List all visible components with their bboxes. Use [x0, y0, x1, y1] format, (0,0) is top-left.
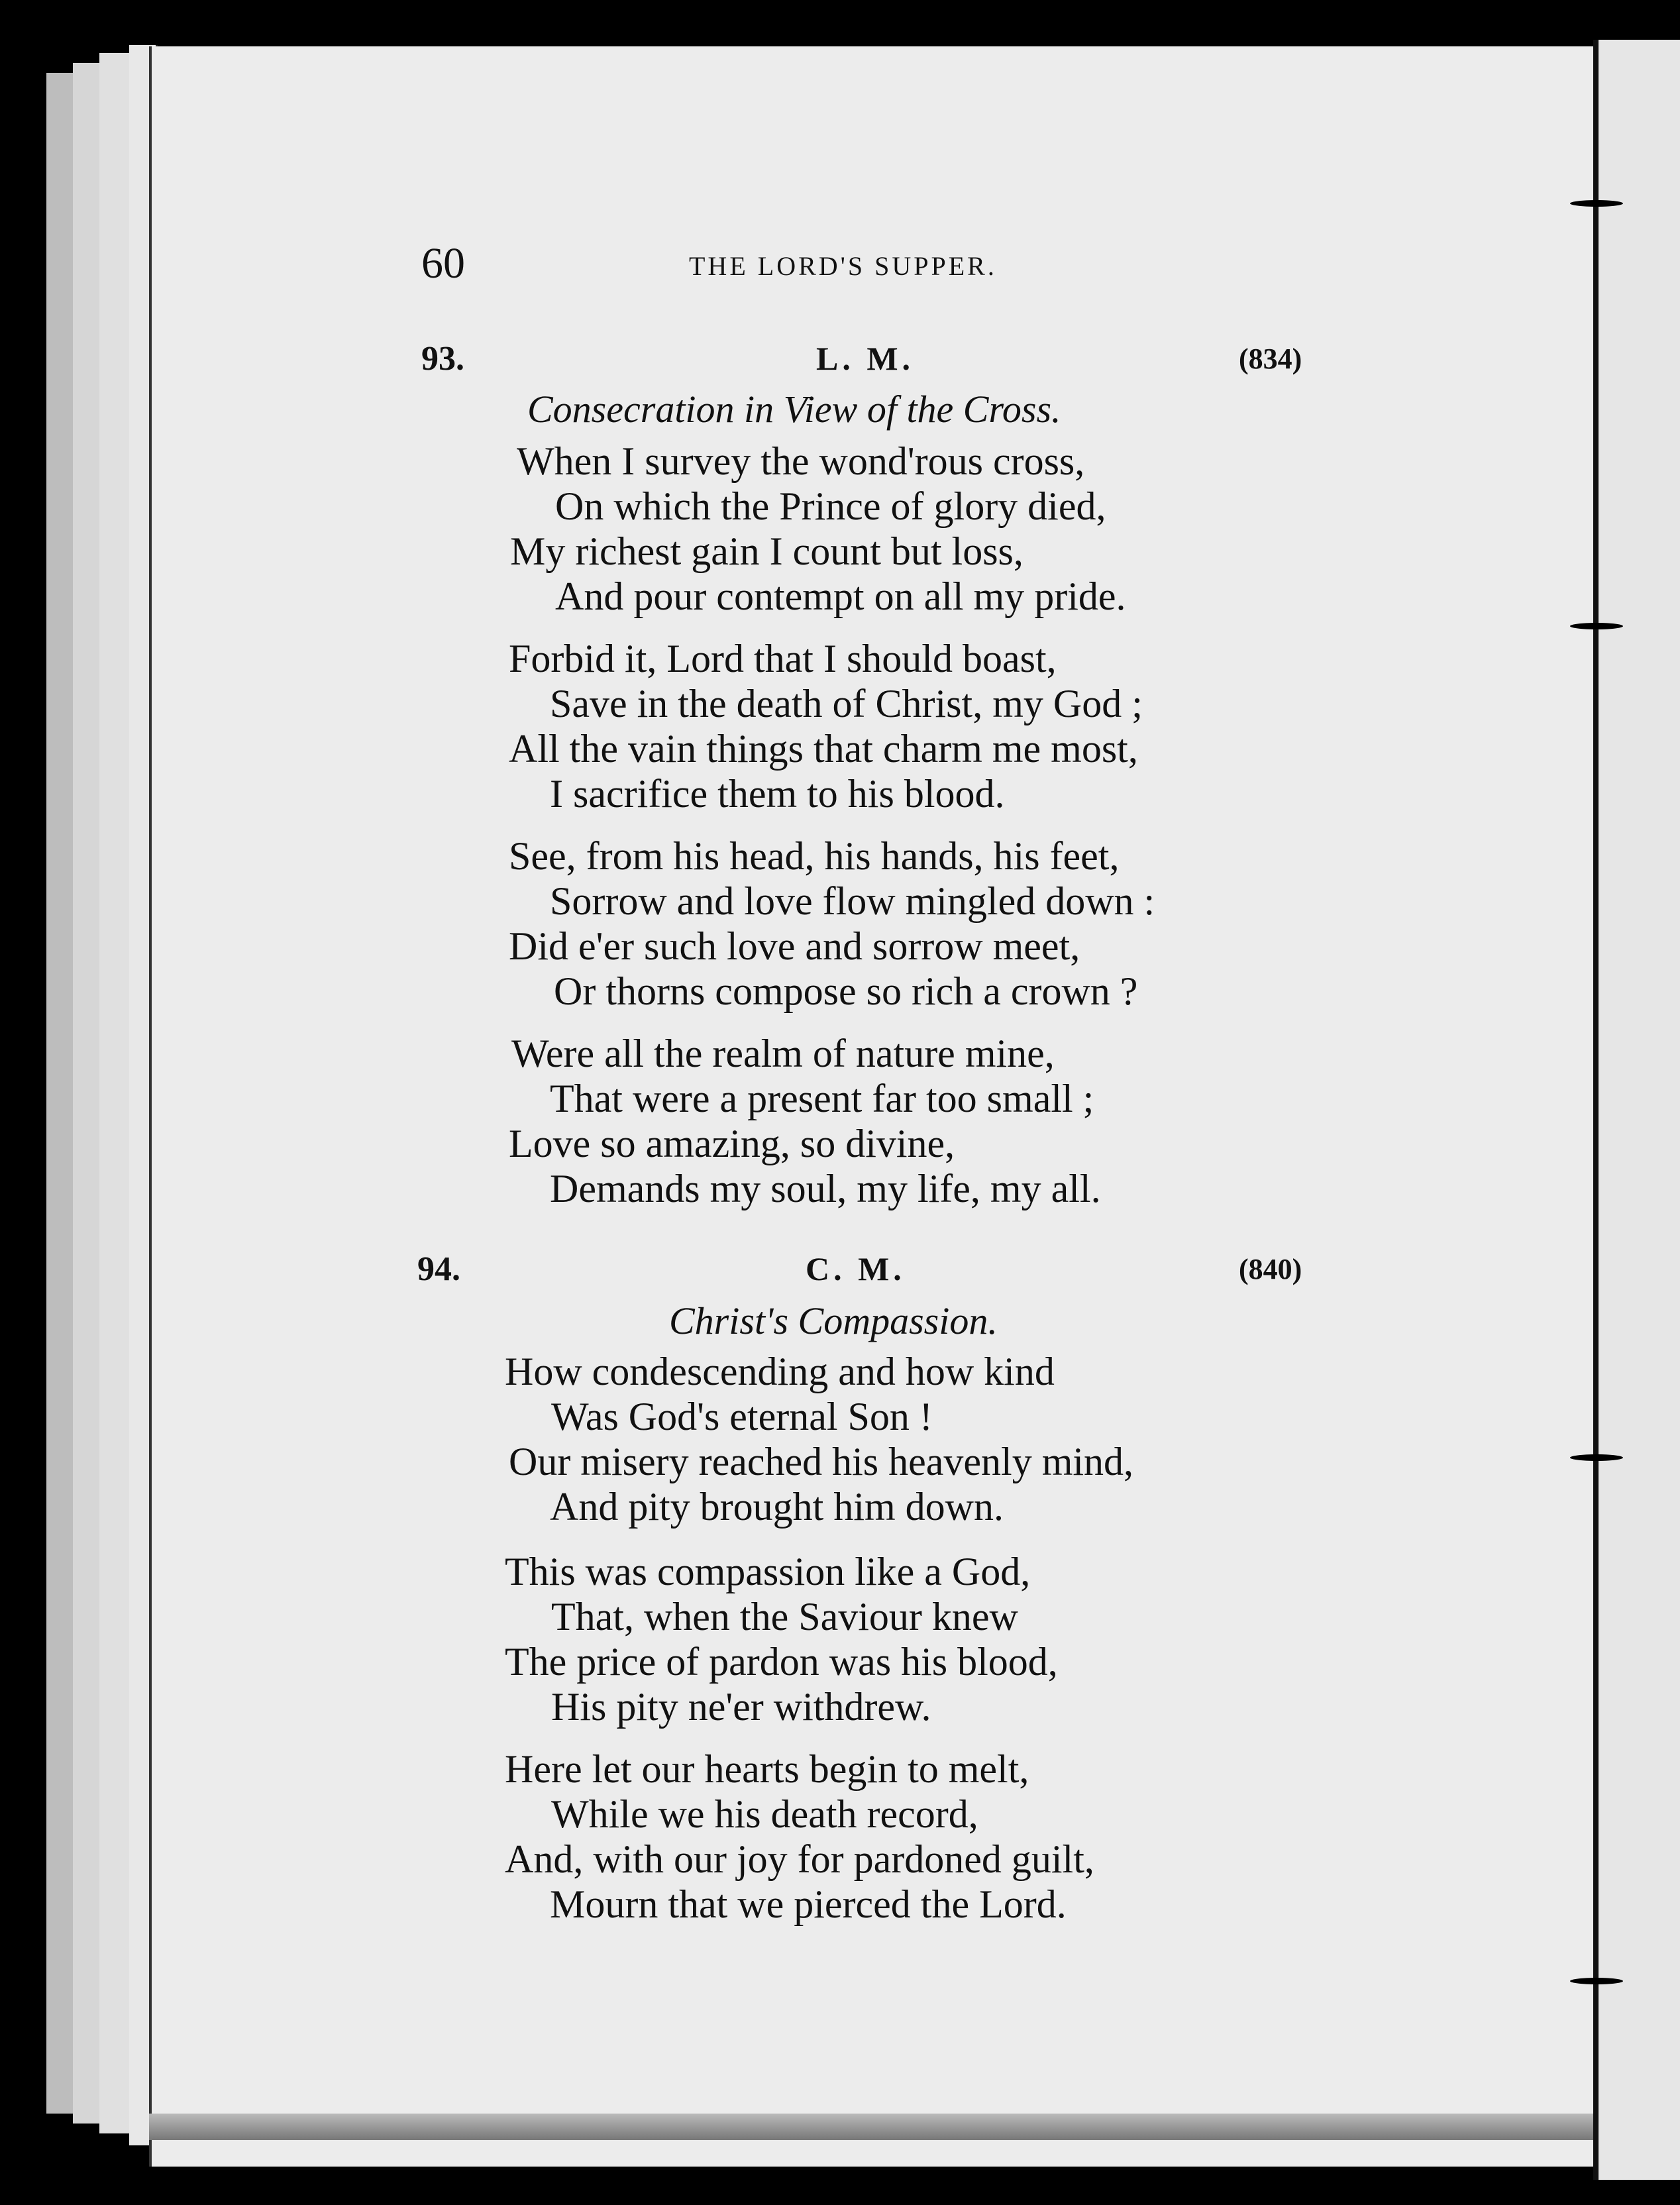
verse-line: Our misery reached his heavenly mind,: [509, 1440, 1134, 1483]
verse-line: And, with our joy for pardoned guilt,: [505, 1837, 1094, 1881]
verse-line: See, from his head, his hands, his feet,: [509, 834, 1120, 878]
verse-line: This was compassion like a God,: [505, 1550, 1031, 1593]
verse-line: All the vain things that charm me most,: [509, 727, 1138, 771]
verse-line: Or thorns compose so rich a crown ?: [554, 969, 1138, 1013]
hymn-number: 94.: [417, 1250, 460, 1288]
hymn-number: 93.: [421, 340, 464, 378]
verse-line: I sacrifice them to his blood.: [550, 772, 1005, 816]
verse-line: Sorrow and love flow mingled down :: [550, 879, 1155, 923]
hymn-meter: C. M.: [806, 1250, 906, 1287]
verse-line: How condescending and how kind: [505, 1350, 1055, 1393]
verse-line: That, when the Saviour knew: [551, 1595, 1018, 1639]
binding-stitch-icon: [1570, 623, 1623, 629]
verse-line: Did e'er such love and sorrow meet,: [509, 924, 1080, 968]
verse-line: On which the Prince of glory died,: [555, 484, 1106, 528]
page-number: 60: [421, 239, 465, 288]
hymn-subtitle: Christ's Compassion.: [669, 1299, 998, 1342]
hymn-meter: L. M.: [816, 340, 915, 377]
verse-line: The price of pardon was his blood,: [505, 1640, 1058, 1684]
hymn-reference: (834): [1239, 343, 1302, 375]
binding-stitch-icon: [1570, 1978, 1623, 1984]
verse-line: Were all the realm of nature mine,: [511, 1032, 1055, 1075]
verse-line: Save in the death of Christ, my God ;: [550, 682, 1143, 726]
verse-line: Forbid it, Lord that I should boast,: [509, 637, 1057, 680]
verse-line: Love so amazing, so divine,: [509, 1122, 955, 1165]
verse-line: My richest gain I count but loss,: [510, 529, 1024, 573]
facing-page-strip: [1593, 40, 1680, 2180]
verse-line: And pity brought him down.: [550, 1485, 1004, 1529]
verse-line: His pity ne'er withdrew.: [551, 1685, 931, 1729]
verse-line: That were a present far too small ;: [550, 1077, 1094, 1120]
binding-stitch-icon: [1570, 1454, 1623, 1461]
hymn-subtitle: Consecration in View of the Cross.: [527, 388, 1061, 431]
verse-line: While we his death record,: [551, 1792, 978, 1836]
hymn-reference: (840): [1239, 1253, 1302, 1285]
verse-line: When I survey the wond'rous cross,: [517, 439, 1085, 483]
verse-line: And pour contempt on all my pride.: [555, 574, 1126, 618]
verse-line: Here let our hearts begin to melt,: [505, 1747, 1029, 1791]
verse-line: Mourn that we pierced the Lord.: [550, 1882, 1067, 1926]
verse-line: Demands my soul, my life, my all.: [550, 1167, 1101, 1210]
binding-stitch-icon: [1570, 200, 1623, 207]
running-title: THE LORD'S SUPPER.: [689, 251, 997, 281]
verse-line: Was God's eternal Son !: [551, 1395, 933, 1438]
